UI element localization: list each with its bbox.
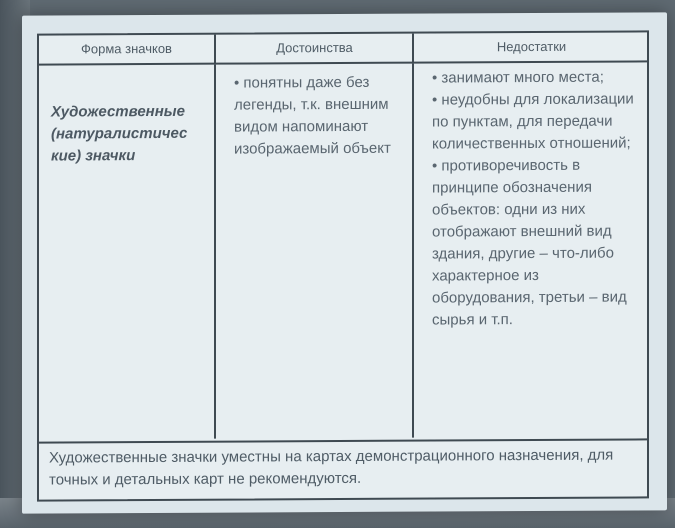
advantages-cell [214, 64, 411, 439]
header-form: Форма значков [39, 35, 214, 66]
table-footer-note: Художественные значки уместны на картах демонстрационного назначения, для точных и детальных карт не рекомендуются. [39, 438, 647, 499]
comparison-table [37, 30, 649, 501]
disadvantages-cell [412, 62, 647, 437]
disadvantage-item: • неудобны для локализации по пунктам, для передачи количественных отношений; [432, 90, 634, 153]
header-advantages: Достоинства [214, 34, 413, 65]
disadvantage-item: • противоречивость в принципе обозначения объектов: одни из них отображают внешний вид здания, другие – что-либо характерное из оборудования, третьи – вид сырья и т.п. [432, 156, 627, 329]
disadvantage-item: • занимают много места; [432, 68, 604, 87]
projection-screen [22, 12, 667, 513]
advantage-item: • понятны даже без легенды, т.к. внешним видом напоминают изображаемый объект [234, 73, 391, 158]
form-label: Художественные (натуралистичес кие) значки [51, 102, 188, 165]
header-disadvantages: Недостатки [412, 32, 649, 63]
form-cell [39, 65, 214, 440]
